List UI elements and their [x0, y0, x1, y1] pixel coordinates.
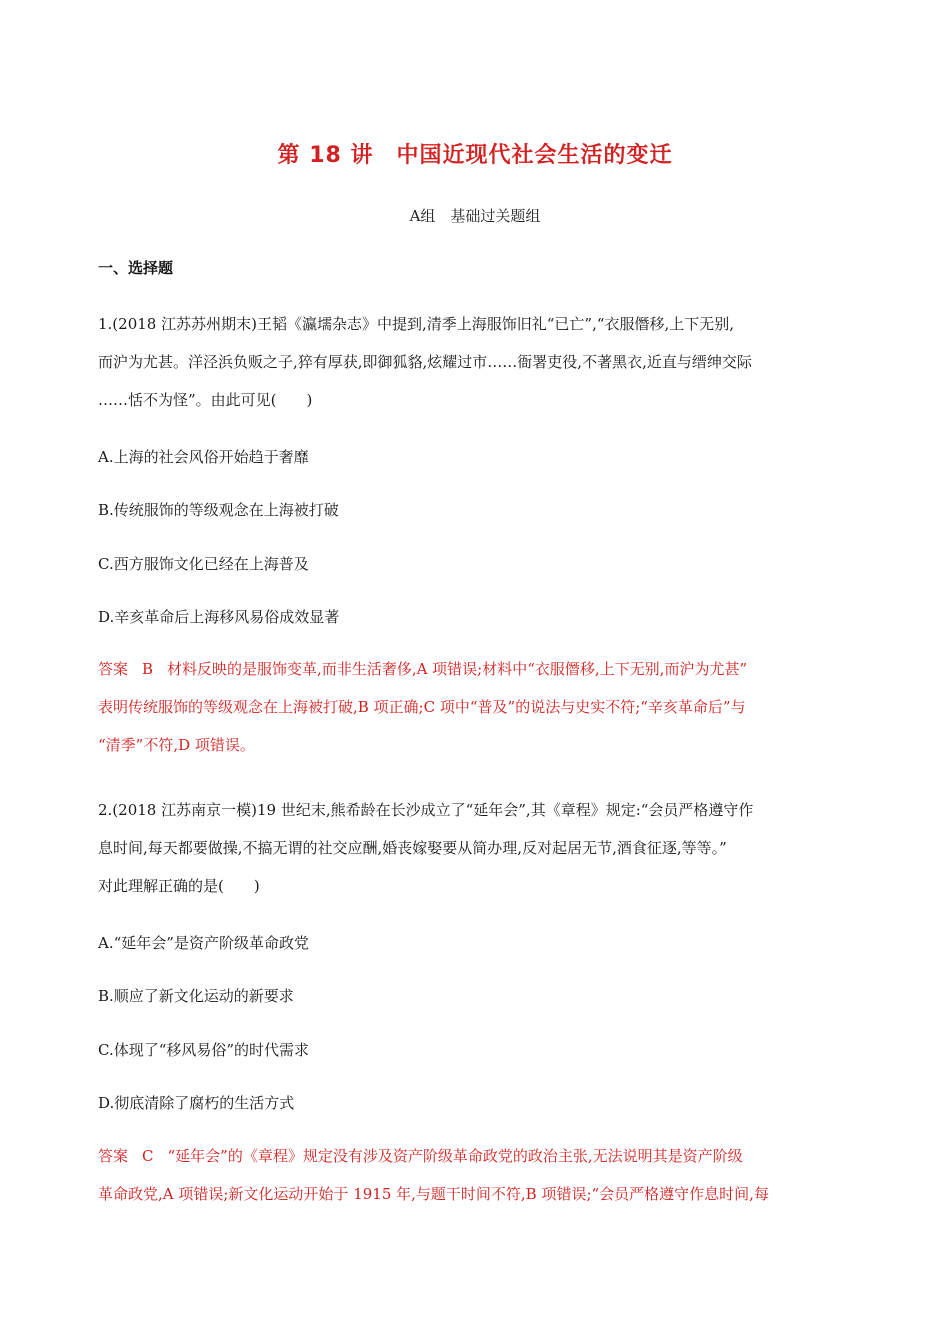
answer-label: 答案 — [98, 1147, 129, 1165]
answer-label: 答案 — [98, 660, 129, 678]
answer-letter: B — [142, 660, 154, 678]
question-1-stem — [98, 305, 858, 419]
question-1-answer — [98, 650, 858, 764]
question-2-option-a: A.“延年会”是资产阶级革命政党 — [98, 934, 309, 952]
question-2-answer — [98, 1137, 858, 1213]
question-2-stem — [98, 791, 858, 905]
answer-line: 革命政党,A 项错误;新文化运动开始于 1915 年,与题干时间不符,B 项错误;“会员严格遵守作息时间,每 — [98, 1185, 769, 1203]
page-title: 第 18 讲 中国近现代社会生活的变迁 — [277, 143, 673, 168]
question-1-option-b: B.传统服饰的等级观念在上海被打破 — [98, 501, 339, 519]
question-1-option-d: D.辛亥革命后上海移风易俗成效显著 — [98, 608, 340, 626]
question-stem-line: 息时间,每天都要做操,不搞无谓的社交应酬,婚丧嫁娶要从简办理,反对起居无节,酒食征逐,等等。” — [98, 839, 727, 857]
question-stem-line: 对此理解正确的是( ) — [98, 877, 260, 895]
answer-line — [98, 650, 858, 688]
question-2-option-d: D.彻底清除了腐朽的生活方式 — [98, 1094, 295, 1112]
group-subtitle: A组 基础过关题组 — [409, 207, 541, 225]
answer-text: “延年会”的《章程》规定没有涉及资产阶级革命政党的政治主张,无法说明其是资产阶级 — [167, 1147, 743, 1165]
answer-text: 材料反映的是服饰变革,而非生活奢侈,A 项错误;材料中“衣服僭移,上下无别,而沪为尤甚” — [167, 660, 748, 678]
question-1-option-c: C.西方服饰文化已经在上海普及 — [98, 555, 309, 573]
answer-line — [98, 1137, 858, 1175]
question-stem-line: 2.(2018 江苏南京一模)19 世纪末,熊希龄在长沙成立了“延年会”,其《章程》规定:“会员严格遵守作 — [98, 801, 754, 819]
answer-line: 表明传统服饰的等级观念在上海被打破,B 项正确;C 项中“普及”的说法与史实不符;“辛亥革命后”与 — [98, 698, 746, 716]
answer-line: “清季”不符,D 项错误。 — [98, 736, 255, 754]
question-stem-line: 而沪为尤甚。洋泾浜负贩之子,猝有厚获,即御狐貉,炫耀过市……衙署吏役,不著黑衣,近直与缙绅交际 — [98, 353, 752, 371]
answer-letter: C — [142, 1147, 154, 1165]
question-2-option-c: C.体现了“移风易俗”的时代需求 — [98, 1041, 310, 1059]
question-stem-line: 1.(2018 江苏苏州期末)王韬《瀛壖杂志》中提到,清季上海服饰旧礼“已亡”,“衣服僭移,上下无别, — [98, 315, 735, 333]
question-stem-line: ……恬不为怪”。由此可见( ) — [98, 391, 313, 409]
section-heading: 一、选择题 — [98, 259, 174, 277]
question-2-option-b: B.顺应了新文化运动的新要求 — [98, 987, 294, 1005]
question-1-option-a: A.上海的社会风俗开始趋于奢靡 — [98, 448, 309, 466]
